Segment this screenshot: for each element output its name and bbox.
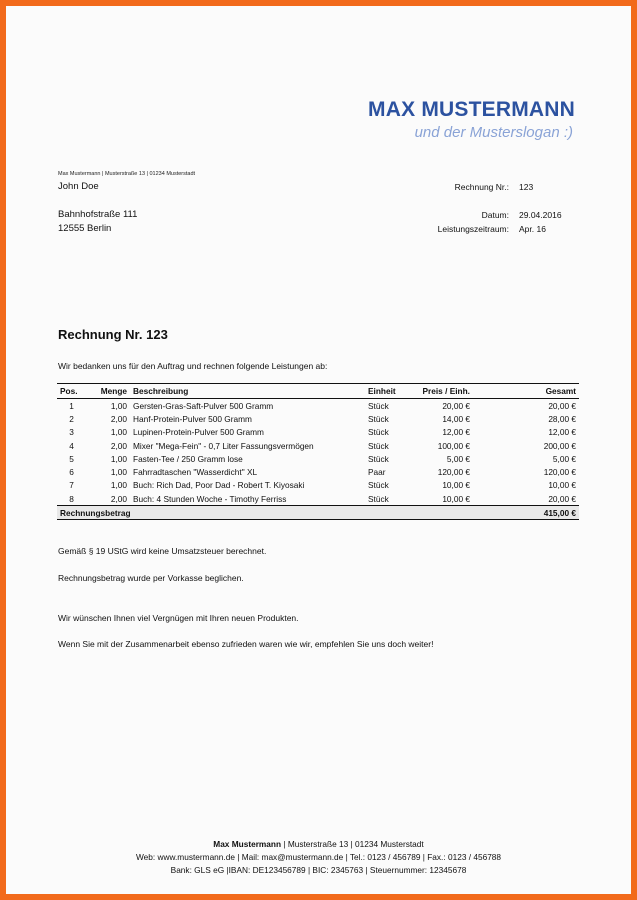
table-row xyxy=(57,426,579,439)
row-description: Fasten-Tee / 250 Gramm lose xyxy=(133,453,243,464)
invoice-total-value: 415,00 € xyxy=(473,506,579,520)
row-qty: 1,00 xyxy=(110,427,127,438)
header-pos: Pos. xyxy=(57,384,86,399)
invoice-number-label: Rechnung Nr.: xyxy=(454,182,509,192)
row-unit: Stück xyxy=(368,480,389,491)
company-slogan: und der Musterslogan :) xyxy=(414,124,573,141)
footer-address xyxy=(6,839,631,849)
row-unit-price: 10,00 € xyxy=(442,480,470,491)
row-pos: 2 xyxy=(69,413,74,424)
invoice-date-label: Datum: xyxy=(481,210,509,220)
row-unit-price: 14,00 € xyxy=(442,413,470,424)
payment-note: Rechnungsbetrag wurde per Vorkasse beglichen. xyxy=(58,573,244,583)
row-unit: Stück xyxy=(368,400,389,411)
row-unit: Stück xyxy=(368,493,389,504)
row-qty: 2,00 xyxy=(110,440,127,451)
recommendation-note: Wenn Sie mit der Zusammenarbeit ebenso zufrieden waren wie wir, empfehlen Sie uns doch weiter! xyxy=(58,639,434,649)
company-name: MAX MUSTERMANN xyxy=(368,98,575,121)
service-period-value: Apr. 16 xyxy=(519,224,546,234)
row-qty: 1,00 xyxy=(110,400,127,411)
service-period-label: Leistungszeitraum: xyxy=(437,224,509,234)
row-unit-price: 5,00 € xyxy=(446,453,470,464)
invoice-total-row xyxy=(57,506,579,520)
row-unit-price: 12,00 € xyxy=(442,427,470,438)
table-row xyxy=(57,465,579,478)
table-row xyxy=(57,452,579,465)
row-qty: 2,00 xyxy=(110,413,127,424)
row-pos: 3 xyxy=(69,427,74,438)
row-total: 5,00 € xyxy=(552,453,576,464)
row-pos: 5 xyxy=(69,453,74,464)
row-qty: 2,00 xyxy=(110,493,127,504)
recipient-street: Bahnhofstraße 111 xyxy=(58,209,138,220)
invoice-date-value: 29.04.2016 xyxy=(519,210,562,220)
row-qty: 1,00 xyxy=(110,467,127,478)
row-pos: 1 xyxy=(69,400,74,411)
table-row xyxy=(57,439,579,452)
row-qty: 1,00 xyxy=(110,480,127,491)
row-total: 10,00 € xyxy=(548,480,576,491)
row-unit-price: 20,00 € xyxy=(442,400,470,411)
row-description: Buch: 4 Stunden Woche - Timothy Ferriss xyxy=(133,493,287,504)
row-total: 12,00 € xyxy=(548,427,576,438)
table-row xyxy=(57,479,579,492)
tax-note: Gemäß § 19 UStG wird keine Umsatzsteuer berechnet. xyxy=(58,546,267,556)
row-unit: Stück xyxy=(368,413,389,424)
row-unit-price: 10,00 € xyxy=(442,493,470,504)
closing-wish: Wir wünschen Ihnen viel Vergnügen mit Ihren neuen Produkten. xyxy=(58,613,299,623)
footer-address-rest: | Musterstraße 13 | 01234 Musterstadt xyxy=(281,839,424,849)
row-pos: 8 xyxy=(69,493,74,504)
invoice-title: Rechnung Nr. 123 xyxy=(58,327,168,342)
row-unit: Stück xyxy=(368,427,389,438)
row-qty: 1,00 xyxy=(110,453,127,464)
recipient-name: John Doe xyxy=(58,181,99,192)
row-pos: 4 xyxy=(69,440,74,451)
row-total: 200,00 € xyxy=(543,440,576,451)
table-row xyxy=(57,492,579,506)
row-total: 20,00 € xyxy=(548,493,576,504)
row-description: Fahrradtaschen "Wasserdicht" XL xyxy=(133,467,258,478)
row-description: Gersten-Gras-Saft-Pulver 500 Gramm xyxy=(133,400,274,411)
table-header-row xyxy=(57,384,579,399)
table-row xyxy=(57,399,579,413)
row-unit: Stück xyxy=(368,440,389,451)
row-pos: 6 xyxy=(69,467,74,478)
recipient-city: 12555 Berlin xyxy=(58,223,112,234)
header-description: Beschreibung xyxy=(130,384,365,399)
row-description: Mixer "Mega-Fein" - 0,7 Liter Fassungsvermögen xyxy=(133,440,314,451)
header-qty: Menge xyxy=(86,384,130,399)
invoice-number-value: 123 xyxy=(519,182,534,192)
row-unit: Paar xyxy=(368,467,386,478)
footer-bank: Bank: GLS eG |IBAN: DE123456789 | BIC: 2345763 | Steuernummer: 12345678 xyxy=(170,865,467,875)
invoice-total-label: Rechnungsbetrag xyxy=(57,506,473,520)
header-total: Gesamt xyxy=(473,384,579,399)
row-pos: 7 xyxy=(69,480,74,491)
row-unit: Stück xyxy=(368,453,389,464)
row-description: Lupinen-Protein-Pulver 500 Gramm xyxy=(133,427,264,438)
line-items-table xyxy=(57,383,579,520)
row-total: 120,00 € xyxy=(543,467,576,478)
intro-text: Wir bedanken uns für den Auftrag und rechnen folgende Leistungen ab: xyxy=(58,361,328,371)
sender-address-line: Max Mustermann | Musterstraße 13 | 01234 Musterstadt xyxy=(58,171,196,177)
invoice-page xyxy=(6,6,631,894)
header-unit-price: Preis / Einh. xyxy=(415,384,473,399)
row-unit-price: 100,00 € xyxy=(437,440,470,451)
row-total: 28,00 € xyxy=(548,413,576,424)
row-description: Hanf-Protein-Pulver 500 Gramm xyxy=(133,413,252,424)
table-row xyxy=(57,412,579,425)
row-description: Buch: Rich Dad, Poor Dad - Robert T. Kiyosaki xyxy=(133,480,305,491)
footer-name: Max Mustermann xyxy=(213,839,282,849)
footer-contact: Web: www.mustermann.de | Mail: max@mustermann.de | Tel.: 0123 / 456789 | Fax.: 0123 / 456788 xyxy=(135,852,502,862)
row-total: 20,00 € xyxy=(548,400,576,411)
row-unit-price: 120,00 € xyxy=(437,467,470,478)
header-unit: Einheit xyxy=(365,384,415,399)
